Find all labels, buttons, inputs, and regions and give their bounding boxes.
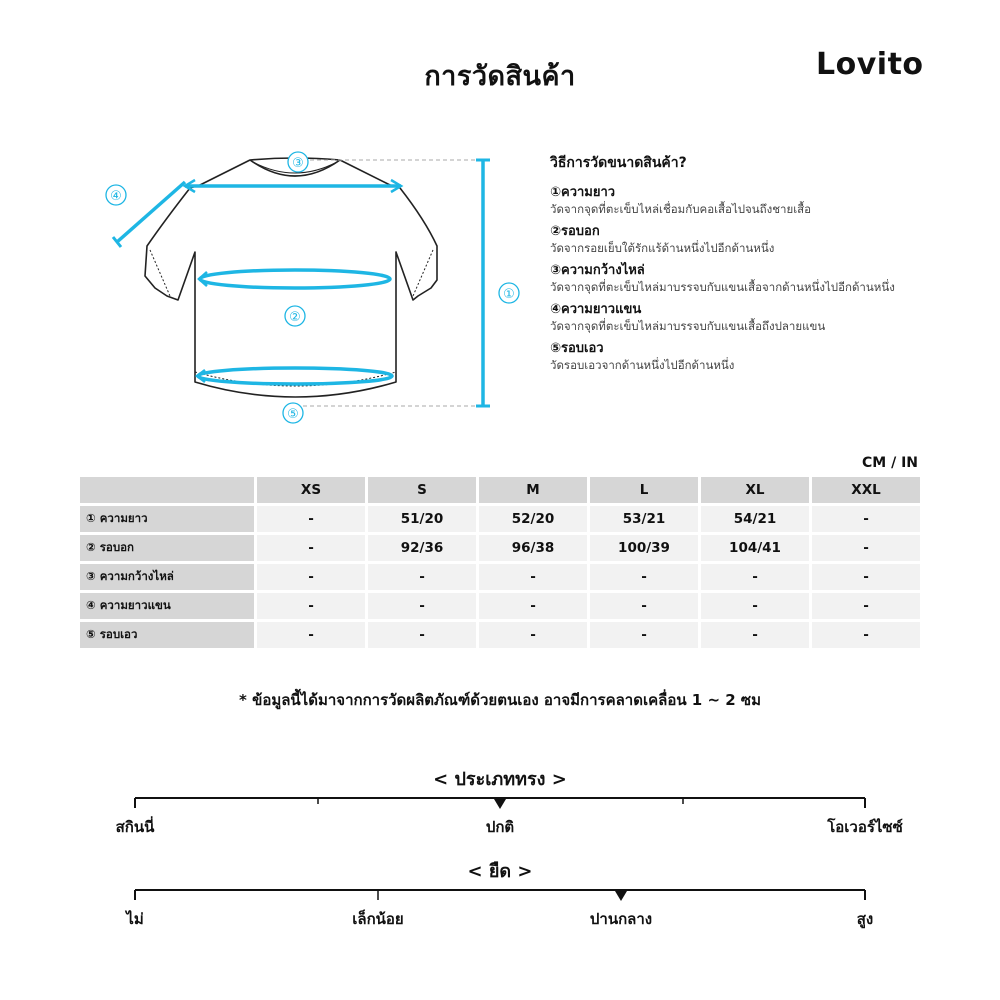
- table-cell: -: [257, 622, 365, 648]
- table-cell: -: [257, 506, 365, 532]
- table-cell: 54/21: [701, 506, 809, 532]
- stretch-scale-title: < ยืด >: [467, 861, 533, 882]
- table-cell: -: [368, 622, 476, 648]
- table-cell: -: [479, 622, 587, 648]
- guide-title: วิธีการวัดขนาดสินค้า?: [550, 155, 687, 171]
- marker-sleeve: ④: [110, 189, 122, 204]
- row-label: ③ ความกว้างไหล่: [80, 564, 254, 590]
- marker-waist: ⑤: [287, 407, 299, 422]
- guide-label: ③ความกว้างไหล่: [550, 263, 645, 278]
- stretch-label-medium: ปานกลาง: [589, 910, 653, 928]
- measurement-note: * ข้อมูลนี้ได้มาจากการวัดผลิตภัณฑ์ด้วยตนเอง อาจมีการคลาดเคลื่อน 1 ~ 2 ซม: [239, 691, 761, 709]
- table-cell: -: [812, 593, 920, 619]
- stretch-scale-track: [0, 882, 1000, 912]
- size-table: [77, 474, 923, 651]
- table-cell: 96/38: [479, 535, 587, 561]
- stretch-label-slight: เล็กน้อย: [352, 910, 404, 928]
- guide-item-chest: [550, 223, 980, 257]
- guide-item-shoulder: [550, 262, 980, 296]
- fit-scale-title: < ประเภททรง >: [433, 769, 567, 790]
- unit-label: CM / IN: [862, 455, 918, 471]
- size-header: L: [590, 477, 698, 503]
- table-cell: -: [812, 622, 920, 648]
- brand-logo: Lovito: [816, 47, 924, 82]
- tshirt-diagram: [95, 150, 545, 440]
- measurement-arrows: [185, 180, 401, 382]
- guide-label: ②รอบอก: [550, 224, 600, 239]
- size-header: XS: [257, 477, 365, 503]
- table-cell: -: [701, 622, 809, 648]
- size-header: M: [479, 477, 587, 503]
- guide-desc: วัดจากจุดที่ตะเข็บไหล่มาบรรจบกับแขนเสื้อจากด้านหนึ่งไปอีกด้านหนึ่ง: [550, 280, 895, 294]
- table-cell: -: [701, 564, 809, 590]
- table-cell: 92/36: [368, 535, 476, 561]
- table-cell: 104/41: [701, 535, 809, 561]
- stretch-indicator-icon: [615, 891, 627, 901]
- guide-item-length: [550, 184, 980, 218]
- table-cell: -: [257, 564, 365, 590]
- table-cell: 100/39: [590, 535, 698, 561]
- fit-label-skinny: สกินนี่: [115, 818, 155, 836]
- table-cell: -: [257, 535, 365, 561]
- table-cell: -: [590, 593, 698, 619]
- page-title: การวัดสินค้า: [424, 61, 576, 92]
- table-cell: 53/21: [590, 506, 698, 532]
- stretch-label-none: ไม่: [126, 910, 144, 928]
- table-cell: -: [590, 622, 698, 648]
- table-cell: -: [479, 564, 587, 590]
- table-cell: 52/20: [479, 506, 587, 532]
- guide-desc: วัดจากจุดที่ตะเข็บไหล่มาบรรจบกับแขนเสื้อถึงปลายแขน: [550, 319, 826, 333]
- table-cell: -: [812, 535, 920, 561]
- table-cell: -: [701, 593, 809, 619]
- table-cell: -: [812, 564, 920, 590]
- size-header: XL: [701, 477, 809, 503]
- marker-length: ①: [503, 287, 515, 302]
- table-cell: -: [479, 593, 587, 619]
- size-header: XXL: [812, 477, 920, 503]
- guide-item-waist: [550, 340, 980, 374]
- table-row: [80, 593, 920, 619]
- table-row: [80, 506, 920, 532]
- guide-desc: วัดรอบเอวจากด้านหนึ่งไปอีกด้านหนึ่ง: [550, 358, 735, 372]
- stretch-label-high: สูง: [856, 910, 874, 928]
- table-cell: -: [368, 593, 476, 619]
- table-cell: -: [812, 506, 920, 532]
- table-cell: -: [257, 593, 365, 619]
- table-cell: -: [368, 564, 476, 590]
- guide-label: ⑤รอบเอว: [550, 341, 604, 356]
- marker-chest: ②: [289, 310, 301, 325]
- table-cell: 51/20: [368, 506, 476, 532]
- guide-item-sleeve: [550, 301, 980, 335]
- table-cell: -: [590, 564, 698, 590]
- table-row: [80, 535, 920, 561]
- row-label: ② รอบอก: [80, 535, 254, 561]
- table-row: [80, 564, 920, 590]
- row-label: ① ความยาว: [80, 506, 254, 532]
- measurement-lines: [113, 160, 490, 406]
- table-header-row: [80, 477, 920, 503]
- guide-desc: วัดจากจุดที่ตะเข็บไหล่เชื่อมกับคอเสื้อไปจนถึงชายเสื้อ: [550, 202, 812, 216]
- row-label: ④ ความยาวแขน: [80, 593, 254, 619]
- guide-label: ①ความยาว: [550, 185, 616, 200]
- guide-desc: วัดจากรอยเย็บใต้รักแร้ด้านหนึ่งไปอีกด้านหนึ่ง: [550, 241, 775, 255]
- table-row: [80, 622, 920, 648]
- fit-label-regular: ปกติ: [485, 818, 515, 836]
- guide-label: ④ความยาวแขน: [550, 302, 642, 317]
- table-corner: [80, 477, 254, 503]
- fit-label-oversize: โอเวอร์ไซซ์: [827, 818, 903, 836]
- row-label: ⑤ รอบเอว: [80, 622, 254, 648]
- measurement-guide: [550, 152, 980, 379]
- marker-shoulder: ③: [292, 156, 304, 171]
- fit-indicator-icon: [494, 799, 506, 809]
- size-header: S: [368, 477, 476, 503]
